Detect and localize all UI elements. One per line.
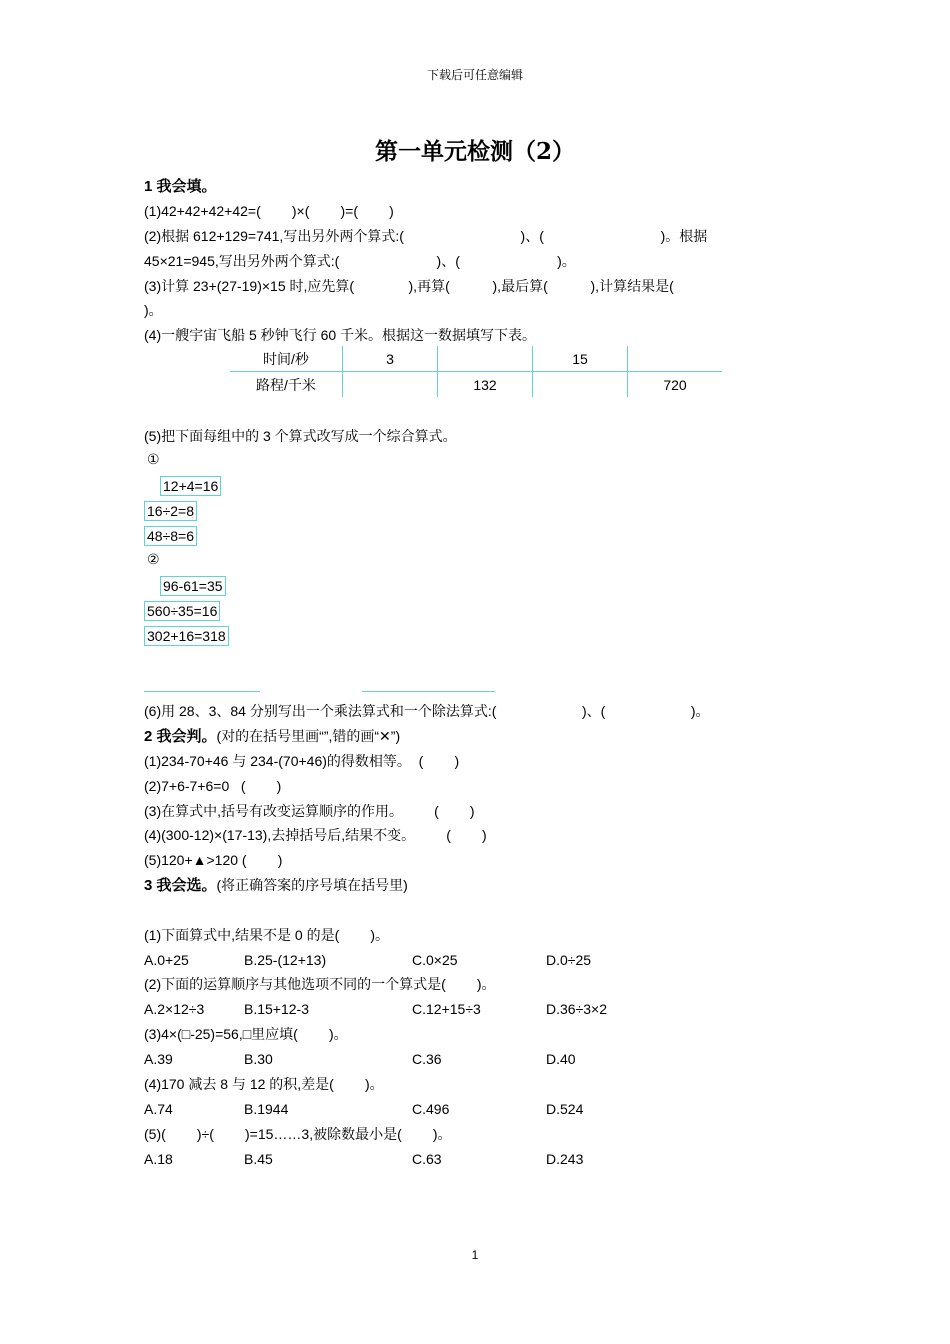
choice-option: C.496	[412, 1101, 450, 1117]
time-distance-table	[230, 346, 722, 397]
group-2-equation: 560÷35=16	[144, 601, 220, 621]
page-header: 下载后可任意编辑	[426, 68, 523, 82]
question-1-6: (6)用 28、3、84 分别写出一个乘法算式和一个除法算式:( )、( )。	[144, 703, 710, 719]
group-2-equation: 302+16=318	[144, 626, 229, 646]
table-cell	[628, 346, 723, 372]
question-1-3-line2: )。	[144, 302, 163, 318]
question-1-2-line2: 45×21=945,写出另外两个算式:( )、( )。	[144, 253, 576, 269]
judge-item: (2)7+6-7+6=0 ( )	[144, 778, 282, 794]
choice-option: C.36	[412, 1051, 442, 1067]
question-1-4: (4)一艘宇宙飞船 5 秒钟飞行 60 千米。根据这一数据填写下表。	[144, 327, 537, 343]
group-1-equation: 48÷8=6	[144, 526, 197, 546]
choice-option: A.0+25	[144, 952, 189, 968]
table-cell: 路程/千米	[256, 376, 316, 393]
choice-option: B.30	[244, 1051, 273, 1067]
section-3-heading: 3 我会选。	[144, 877, 217, 894]
group-1-marker: ①	[147, 451, 160, 467]
page-number: 1	[471, 1248, 479, 1262]
group-2-equation: 96-61=35	[160, 576, 226, 596]
choice-option: A.74	[144, 1101, 173, 1117]
judge-item: (5)120+▲>120 ( )	[144, 852, 283, 868]
choice-option: D.36÷3×2	[546, 1001, 608, 1017]
choice-question: (1)下面算式中,结果不是 0 的是( )。	[144, 927, 390, 943]
table-cell	[438, 346, 533, 372]
section-2-heading-row	[144, 726, 400, 747]
choice-option: A.2×12÷3	[144, 1001, 205, 1017]
judge-item: (4)(300-12)×(17-13),去掉括号后,结果不变。 ( )	[144, 827, 487, 843]
section-3-note: (将正确答案的序号填在括号里)	[216, 877, 408, 893]
choice-option: A.39	[144, 1051, 173, 1067]
choice-option: A.18	[144, 1151, 173, 1167]
table-cell: 3	[343, 346, 438, 372]
choice-option: C.63	[412, 1151, 442, 1167]
choice-question: (2)下面的运算顺序与其他选项不同的一个算式是( )。	[144, 976, 496, 992]
table-cell: 132	[438, 372, 533, 398]
question-1-2-line1: (2)根据 612+129=741,写出另外两个算式:( )、( )。根据	[144, 228, 708, 244]
section-3-heading-row	[144, 875, 408, 896]
answer-line-1	[144, 691, 260, 692]
choice-option: B.25-(12+13)	[244, 952, 327, 968]
choice-option: B.1944	[244, 1101, 289, 1117]
section-1-heading: 1 我会填。	[144, 178, 217, 195]
table-row	[230, 372, 722, 398]
choice-option: D.0÷25	[546, 952, 592, 968]
table-row	[230, 346, 722, 372]
choice-option: B.45	[244, 1151, 273, 1167]
section-2-note-2: ”,错的画“✕”)	[323, 728, 401, 744]
choice-option: D.524	[546, 1101, 584, 1117]
table-cell: 15	[533, 346, 628, 372]
choice-option: B.15+12-3	[244, 1001, 309, 1017]
group-2-marker: ②	[147, 551, 160, 567]
choice-option: D.243	[546, 1151, 584, 1167]
judge-item: (3)在算式中,括号有改变运算顺序的作用。 ( )	[144, 803, 475, 819]
page-title: 第一单元检测（2）	[374, 138, 575, 165]
choice-option: D.40	[546, 1051, 576, 1067]
table-cell	[343, 372, 438, 398]
group-1-equation: 16÷2=8	[144, 501, 197, 521]
question-1-1: (1)42+42+42+42=( )×( )=( )	[144, 203, 394, 219]
group-1-equation: 12+4=16	[160, 476, 221, 496]
section-2-note: (对的在括号里画“	[216, 728, 324, 744]
question-1-5: (5)把下面每组中的 3 个算式改写成一个综合算式。	[144, 428, 457, 444]
table-cell	[533, 372, 628, 398]
question-1-3-line1: (3)计算 23+(27-19)×15 时,应先算( ),再算( ),最后算( ),计算结果是(	[144, 278, 674, 294]
table-cell: 时间/秒	[230, 346, 343, 372]
choice-option: C.0×25	[412, 952, 458, 968]
choice-question: (3)4×(□-25)=56,□里应填( )。	[144, 1026, 348, 1042]
choice-question: (5)( )÷( )=15……3,被除数最小是( )。	[144, 1126, 452, 1142]
choice-question: (4)170 减去 8 与 12 的积,差是( )。	[144, 1076, 384, 1092]
section-2-heading: 2 我会判。	[144, 728, 217, 745]
table-cell: 720	[628, 372, 723, 398]
judge-item: (1)234-70+46 与 234-(70+46)的得数相等。 ( )	[144, 753, 460, 769]
choice-option: C.12+15÷3	[412, 1001, 481, 1017]
answer-line-2	[362, 691, 495, 692]
